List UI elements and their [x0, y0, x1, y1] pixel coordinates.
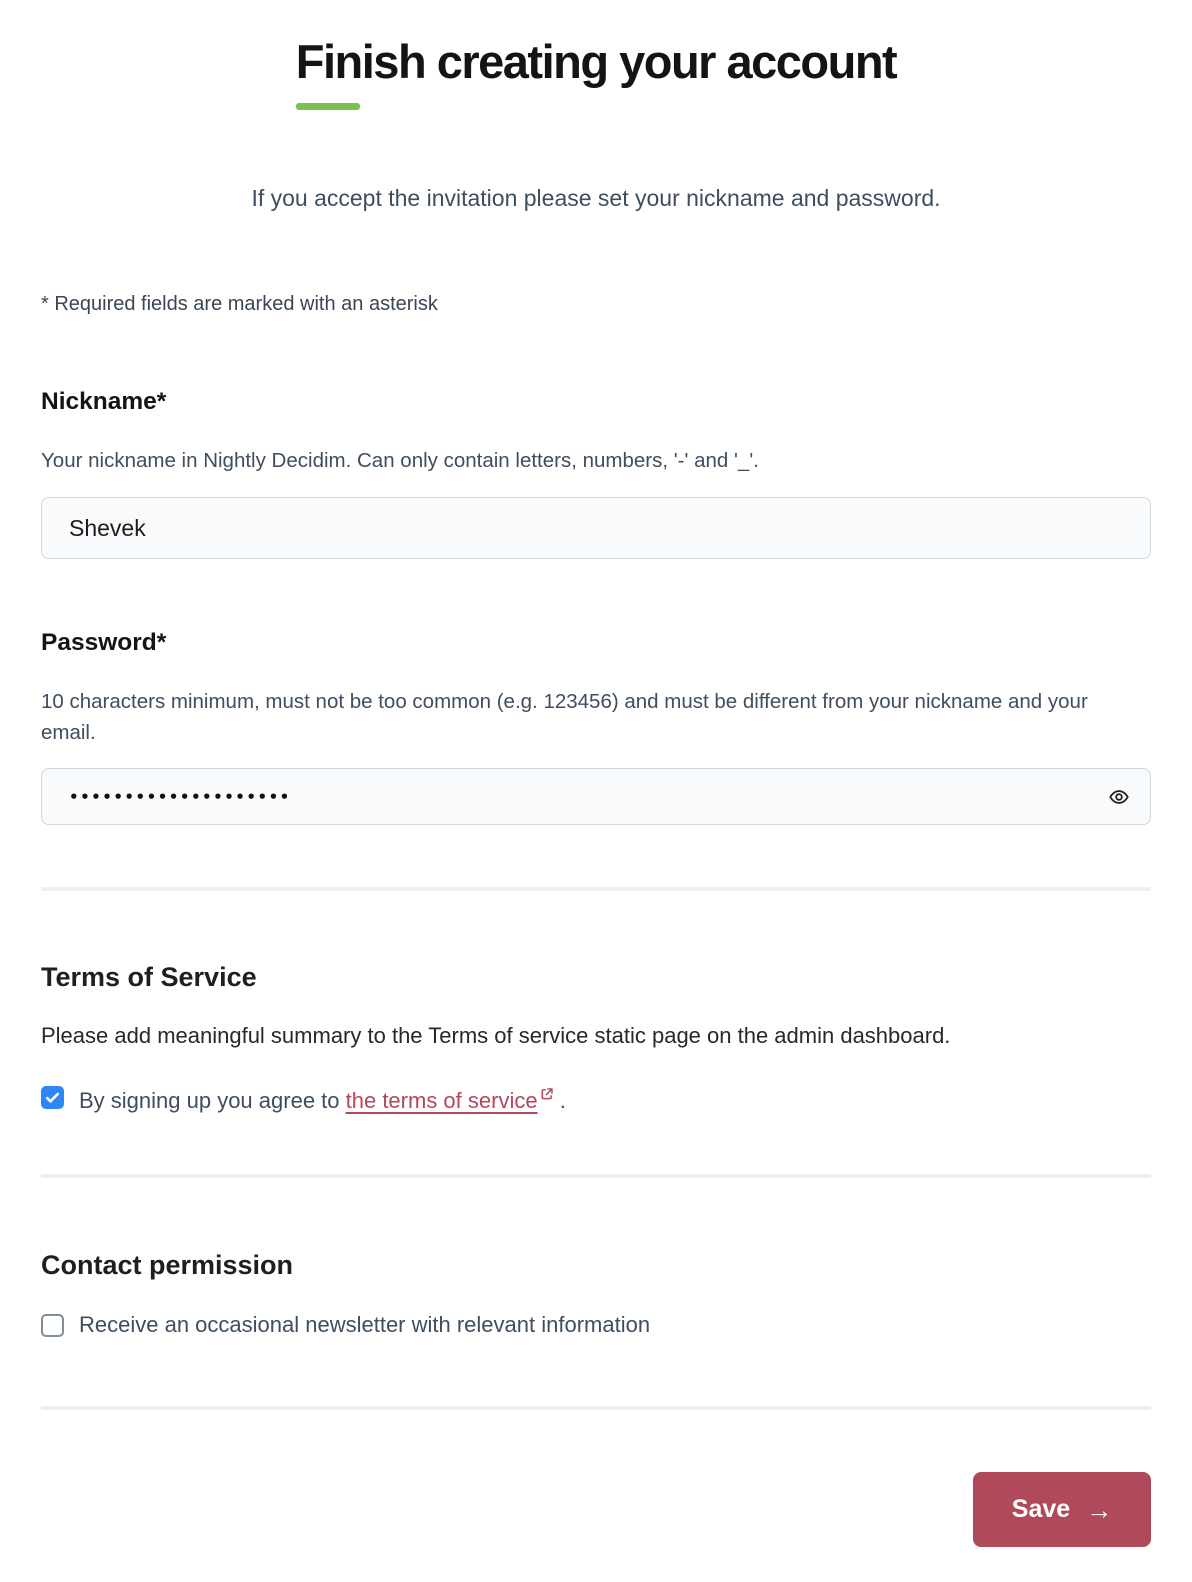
- terms-of-service-summary: Please add meaningful summary to the Terms of service static page on the admin dashboard.: [41, 1023, 951, 1048]
- tos-label-text: By signing up you agree to: [79, 1088, 346, 1113]
- required-fields-note: * Required fields are marked with an asterisk: [41, 293, 438, 315]
- section-divider: [41, 1174, 1151, 1178]
- tos-checkbox-label[interactable]: [79, 1081, 566, 1114]
- newsletter-checkbox-label[interactable]: Receive an occasional newsletter with relevant information: [79, 1312, 651, 1337]
- terms-of-service-link[interactable]: the terms of service: [345, 1088, 538, 1113]
- section-divider: [41, 887, 1151, 891]
- save-button[interactable]: [973, 1472, 1151, 1547]
- password-input[interactable]: [41, 768, 1151, 825]
- contact-permission-heading: Contact permission: [41, 1250, 294, 1280]
- nickname-input[interactable]: [41, 497, 1151, 559]
- tos-checkbox[interactable]: [41, 1086, 64, 1109]
- newsletter-checkbox-row: [41, 1312, 1151, 1338]
- nickname-help-text: Your nickname in Nightly Decidim. Can only contain letters, numbers, '-' and '_'.: [41, 449, 759, 472]
- nickname-label: Nickname*: [41, 388, 167, 415]
- checkmark-icon: [44, 1089, 61, 1106]
- page-title: Finish creating your account: [295, 35, 897, 88]
- tos-label-suffix: .: [553, 1088, 566, 1113]
- terms-of-service-heading: Terms of Service: [41, 962, 257, 992]
- password-label: Password*: [41, 629, 167, 656]
- tos-checkbox-row: [41, 1081, 1151, 1114]
- password-help-text: 10 characters minimum, must not be too common (e.g. 123456) and must be different from your nickname and your email.: [41, 690, 1088, 744]
- title-block: [296, 34, 896, 110]
- page-header: [0, 0, 1192, 213]
- title-underline-accent: [296, 103, 360, 110]
- save-button-label: Save: [1011, 1495, 1071, 1523]
- external-link-icon: [540, 1081, 554, 1107]
- newsletter-checkbox[interactable]: [41, 1314, 64, 1337]
- form-content: [0, 291, 1192, 1410]
- page-subtitle: If you accept the invitation please set your nickname and password.: [251, 185, 941, 211]
- form-footer: [0, 1472, 1192, 1547]
- eye-icon[interactable]: [1105, 783, 1133, 811]
- section-divider: [41, 1406, 1151, 1410]
- password-field-wrap: [41, 768, 1151, 825]
- arrow-right-icon: →: [1086, 1494, 1113, 1525]
